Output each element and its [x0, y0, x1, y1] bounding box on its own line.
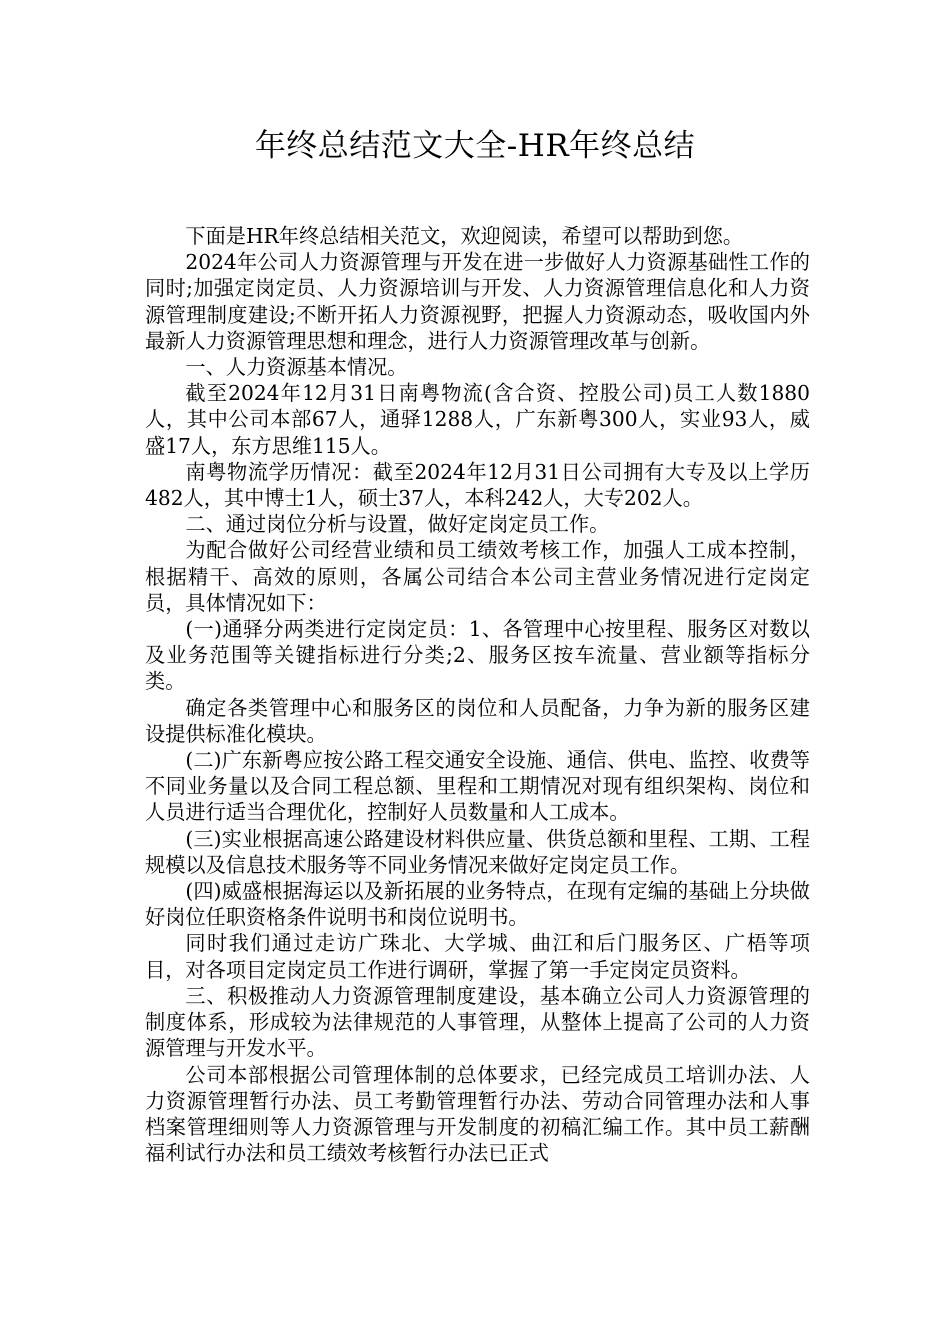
paragraph: 2024年公司人力资源管理与开发在进一步做好人力资源基础性工作的同时;加强定岗定员、人力资源培训与开发、人力资源管理信息化和人力资源管理制度建设;不断开拓人力资源视野，把握人力资源动态，吸收国内外最新人力资源管理思想和理念，进行人力资源管理改革与创新。 — [145, 250, 810, 353]
paragraph: 同时我们通过走访广珠北、大学城、曲江和后门服务区、广梧等项目，对各项目定岗定员工作进行调研，掌握了第一手定岗定员资料。 — [145, 931, 810, 982]
paragraph: (一)通驿分两类进行定岗定员：1、各管理中心按里程、服务区对数以及业务范围等关键指标进行分类;2、服务区按车流量、营业额等指标分类。 — [145, 617, 810, 694]
section-heading: 三、积极推动人力资源管理制度建设，基本确立公司人力资源管理的制度体系，形成较为法律规范的人事管理，从整体上提高了公司的人力资源管理与开发水平。 — [145, 983, 810, 1061]
paragraph: (三)实业根据高速公路建设材料供应量、供货总额和里程、工期、工程规模以及信息技术服务等不同业务情况来做好定岗定员工作。 — [145, 826, 810, 877]
paragraph: 截至2024年12月31日南粤物流(含合资、控股公司)员工人数1880人，其中公司本部67人，通驿1288人，广东新粤300人，实业93人，威盛17人，东方思维115人。 — [145, 381, 810, 458]
paragraph: 为配合做好公司经营业绩和员工绩效考核工作，加强人工成本控制，根据精干、高效的原则，各属公司结合本公司主营业务情况进行定岗定员，具体情况如下： — [145, 538, 810, 615]
section-heading: 一、人力资源基本情况。 — [185, 355, 408, 380]
paragraph: 公司本部根据公司管理体制的总体要求，已经完成员工培训办法、人力资源管理暂行办法、员工考勤管理暂行办法、劳动合同管理办法和人事档案管理细则等人力资源管理与开发制度的初稿汇编工作。其中员工薪酬福利试行办法和员工绩效考核暂行办法已正式 — [145, 1062, 810, 1166]
document-body — [145, 223, 810, 1166]
paragraph: (四)威盛根据海运以及新拓展的业务特点，在现有定编的基础上分块做好岗位任职资格条件说明书和岗位说明书。 — [145, 879, 810, 930]
paragraph: 南粤物流学历情况：截至2024年12月31日公司拥有大专及以上学历482人，其中博士1人，硕士37人，本科242人，大专202人。 — [145, 459, 810, 511]
paragraph: (二)广东新粤应按公路工程交通安全设施、通信、供电、监控、收费等不同业务量以及合同工程总额、里程和工期情况对现有组织架构、岗位和人员进行适当合理优化，控制好人员数量和人工成本。 — [145, 748, 810, 825]
paragraph: 确定各类管理中心和服务区的岗位和人员配备，力争为新的服务区建设提供标准化模块。 — [145, 695, 810, 746]
section-heading: 二、通过岗位分析与设置，做好定岗定员工作。 — [185, 512, 610, 537]
document-title: 年终总结范文大全-HR年终总结 — [254, 128, 696, 164]
paragraph: 下面是HR年终总结相关范文，欢迎阅读，希望可以帮助到您。 — [185, 224, 744, 248]
